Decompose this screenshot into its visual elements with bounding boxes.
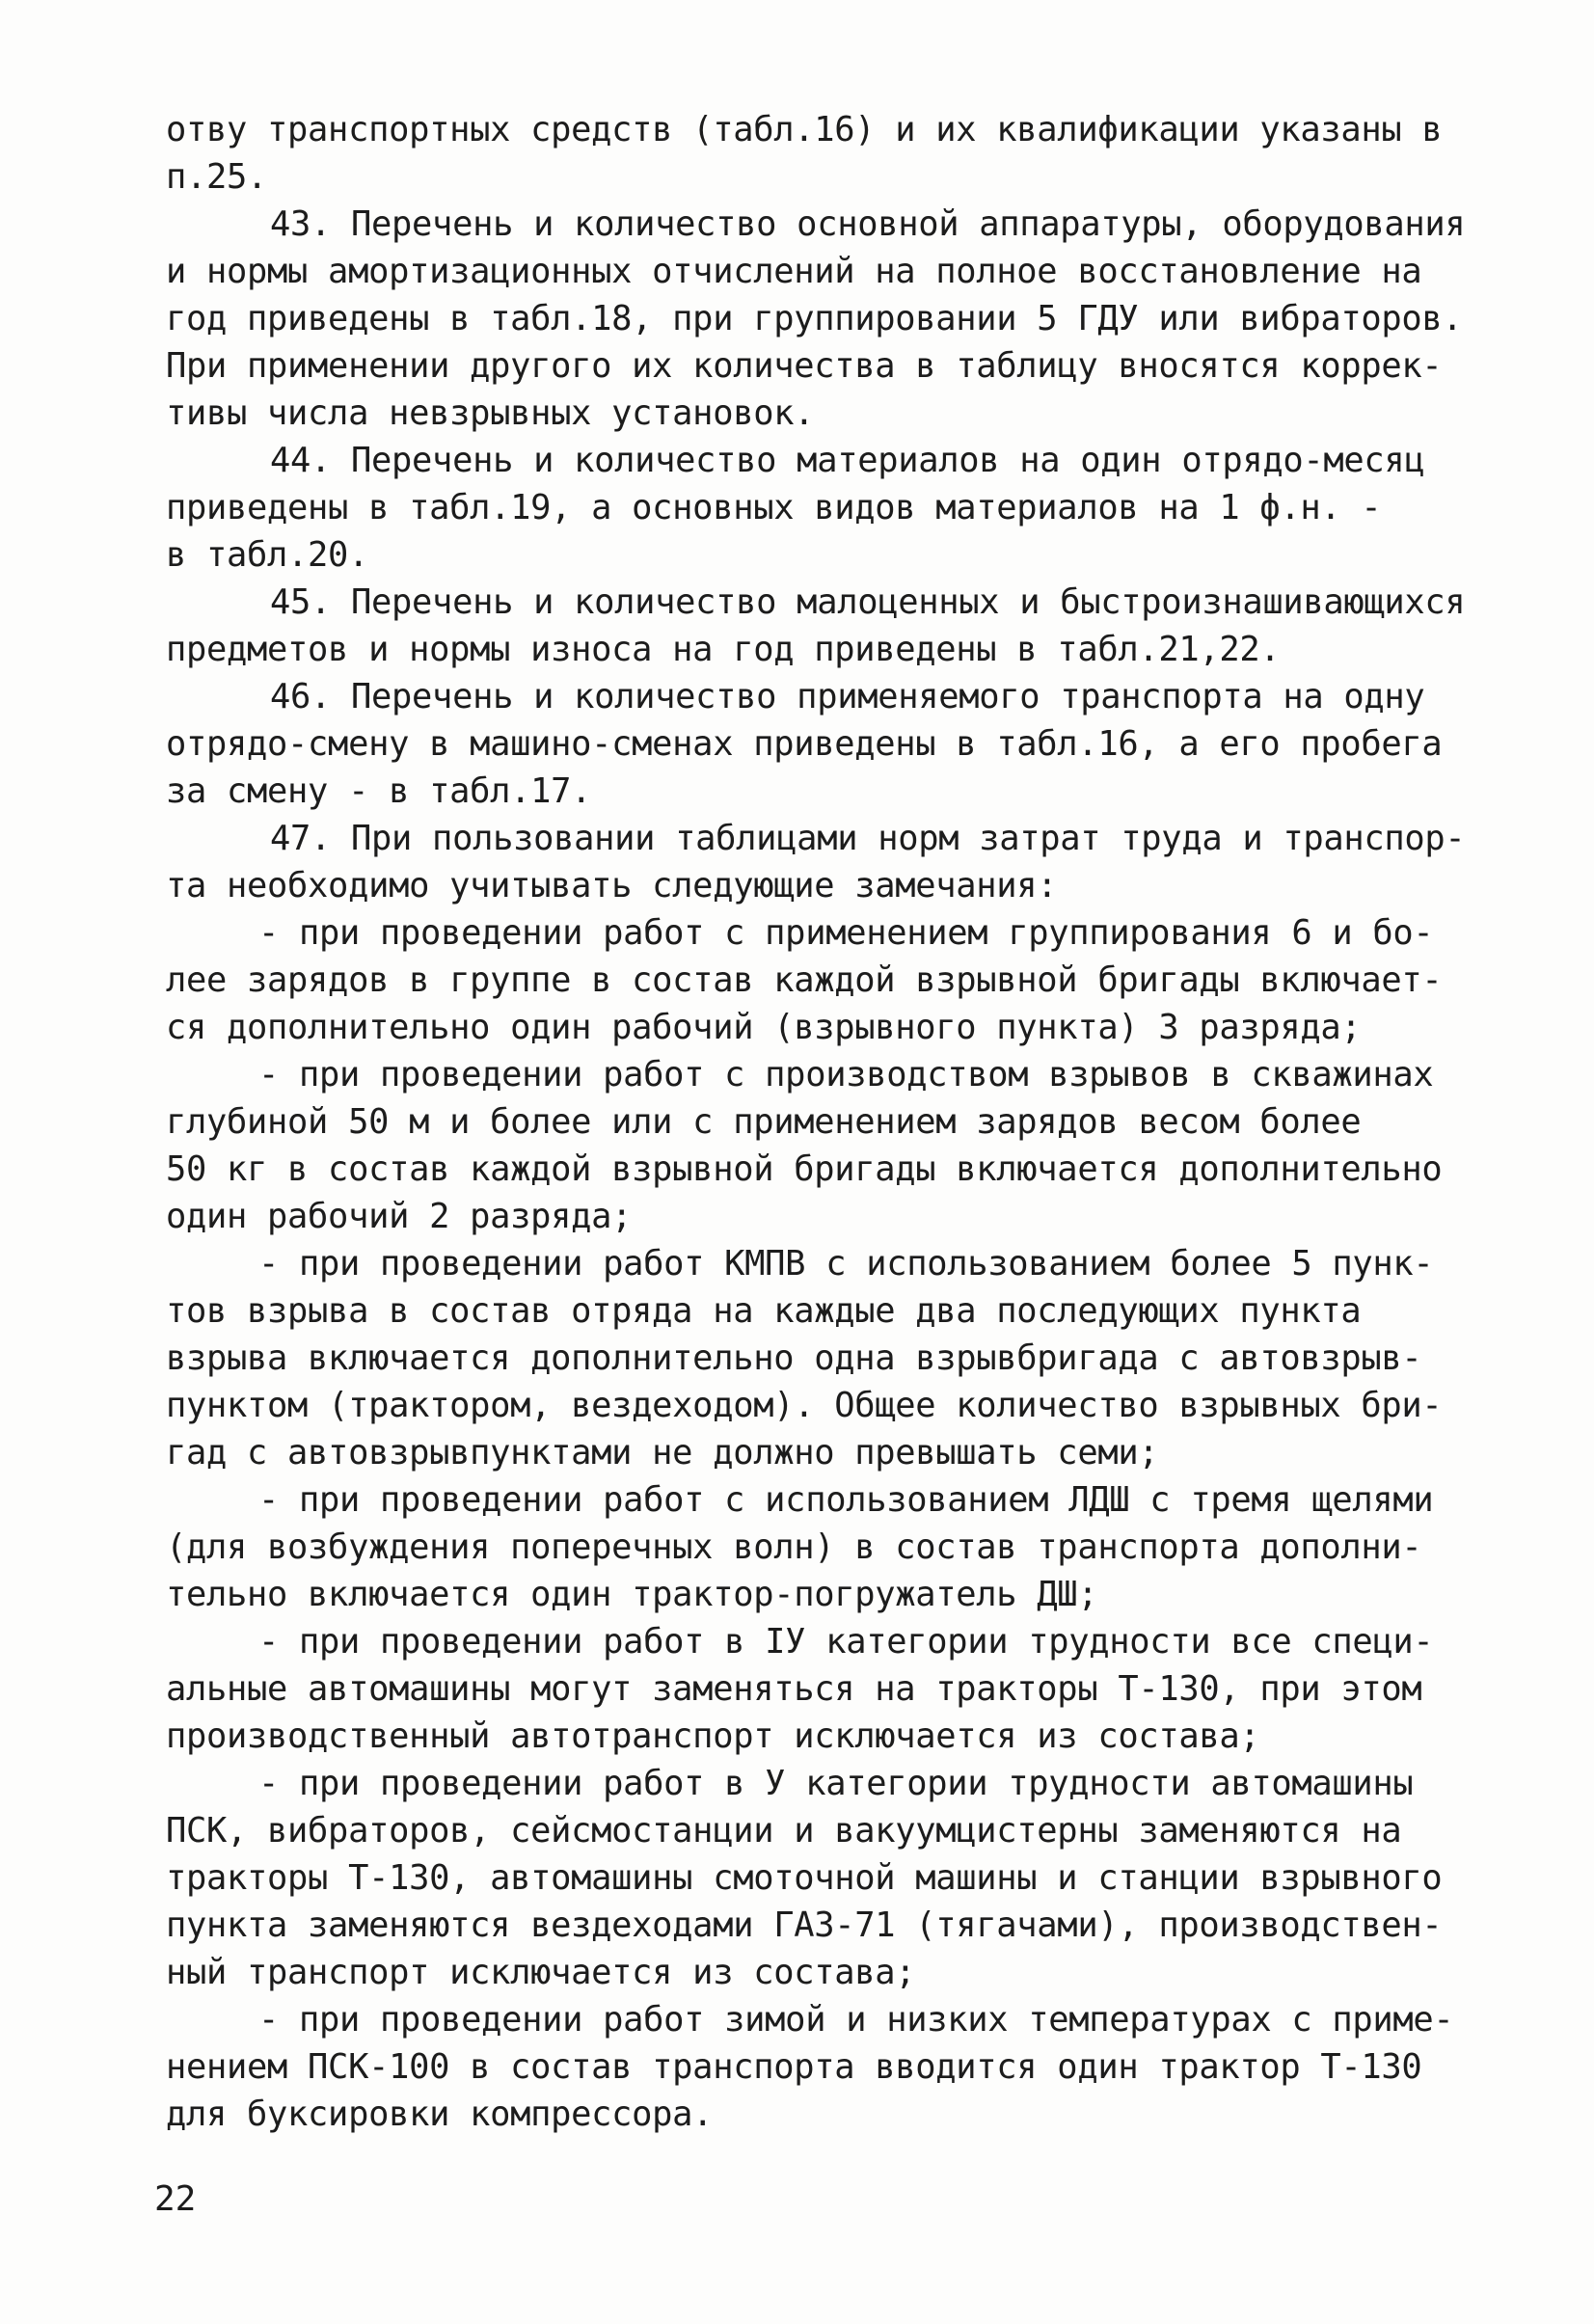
- text-line: 50 кг в состав каждой взрывной бригады включается дополнительно: [166, 1149, 1443, 1189]
- text-line: тельно включается один трактор-погружатель ДШ;: [166, 1575, 1098, 1614]
- page-number: 22: [154, 2179, 197, 2219]
- text-line: взрыва включается дополнительно одна взрывбригада с автовзрыв-: [166, 1338, 1422, 1378]
- text-line: предметов и нормы износа на год приведены в табл.21,22.: [166, 630, 1281, 669]
- text-line: один рабочий 2 разряда;: [166, 1197, 633, 1236]
- text-line: в табл.20.: [166, 535, 369, 575]
- text-line: тов взрыва в состав отряда на каждые два последующих пункта: [166, 1291, 1362, 1331]
- text-line: тивы числа невзрывных установок.: [166, 393, 815, 433]
- text-line: год приведены в табл.18, при группировании 5 ГДУ или вибраторов.: [166, 299, 1463, 338]
- text-line: и нормы амортизационных отчислений на полное восстановление на: [166, 252, 1422, 291]
- text-line: - при проведении работ с производством взрывов в скважинах: [258, 1055, 1434, 1094]
- text-line: При применении другого их количества в таблицу вносятся коррек-: [166, 346, 1443, 386]
- text-line: 47. При пользовании таблицами норм затрат труда и транспор-: [270, 819, 1466, 858]
- text-line: приведены в табл.19, а основных видов материалов на 1 ф.н. -: [166, 488, 1382, 527]
- text-line: 46. Перечень и количество применяемого транспорта на одну: [270, 677, 1425, 716]
- text-line: ПСК, вибраторов, сейсмостанции и вакуумцистерны заменяются на: [166, 1811, 1402, 1851]
- text-line: производственный автотранспорт исключается из состава;: [166, 1716, 1260, 1756]
- text-line: нением ПСК-100 в состав транспорта вводится один трактор Т-130: [166, 2047, 1422, 2087]
- text-line: глубиной 50 м и более или с применением зарядов весом более: [166, 1102, 1362, 1142]
- text-line: отву транспортных средств (табл.16) и их квалификации указаны в: [166, 110, 1443, 149]
- text-line: ся дополнительно один рабочий (взрывного пункта) 3 разряда;: [166, 1008, 1362, 1047]
- body-text: [166, 106, 1466, 2138]
- text-line: пунктом (трактором, вездеходом). Общее количество взрывных бри-: [166, 1386, 1443, 1425]
- text-line: 44. Перечень и количество материалов на один отрядо-месяц: [270, 441, 1425, 480]
- text-line: - при проведении работ с применением группирования 6 и бо-: [258, 913, 1434, 953]
- text-line: ный транспорт исключается из состава;: [166, 1953, 916, 1992]
- text-line: для буксировки компрессора.: [166, 2094, 714, 2134]
- text-line: 43. Перечень и количество основной аппаратуры, оборудования: [270, 204, 1466, 244]
- text-line: п.25.: [166, 157, 268, 197]
- text-line: отрядо-смену в машино-сменах приведены в табл.16, а его пробега: [166, 724, 1443, 764]
- text-line: лее зарядов в группе в состав каждой взрывной бригады включает-: [166, 960, 1443, 1000]
- text-line: - при проведении работ КМПВ с использованием более 5 пунк-: [258, 1244, 1434, 1284]
- text-line: альные автомашины могут заменяться на тракторы Т-130, при этом: [166, 1669, 1422, 1709]
- text-line: за смену - в табл.17.: [166, 771, 592, 811]
- text-line: - при проведении работ с использованием ЛДШ с тремя щелями: [258, 1480, 1434, 1520]
- text-line: тракторы Т-130, автомашины смоточной машины и станции взрывного: [166, 1858, 1443, 1898]
- text-line: гад с автовзрывпунктами не должно превышать семи;: [166, 1433, 1159, 1473]
- text-line: (для возбуждения поперечных волн) в состав транспорта дополни-: [166, 1527, 1422, 1567]
- text-line: - при проведении работ в У категории трудности автомашины: [258, 1764, 1414, 1803]
- text-line: 45. Перечень и количество малоценных и быстроизнашивающихся: [270, 582, 1466, 622]
- text-line: та необходимо учитывать следующие замечания:: [166, 866, 1058, 905]
- text-line: - при проведении работ зимой и низких температурах с приме-: [258, 2000, 1454, 2040]
- text-line: - при проведении работ в IУ категории трудности все специ-: [258, 1622, 1434, 1662]
- text-line: пункта заменяются вездеходами ГАЗ-71 (тягачами), производствен-: [166, 1905, 1443, 1945]
